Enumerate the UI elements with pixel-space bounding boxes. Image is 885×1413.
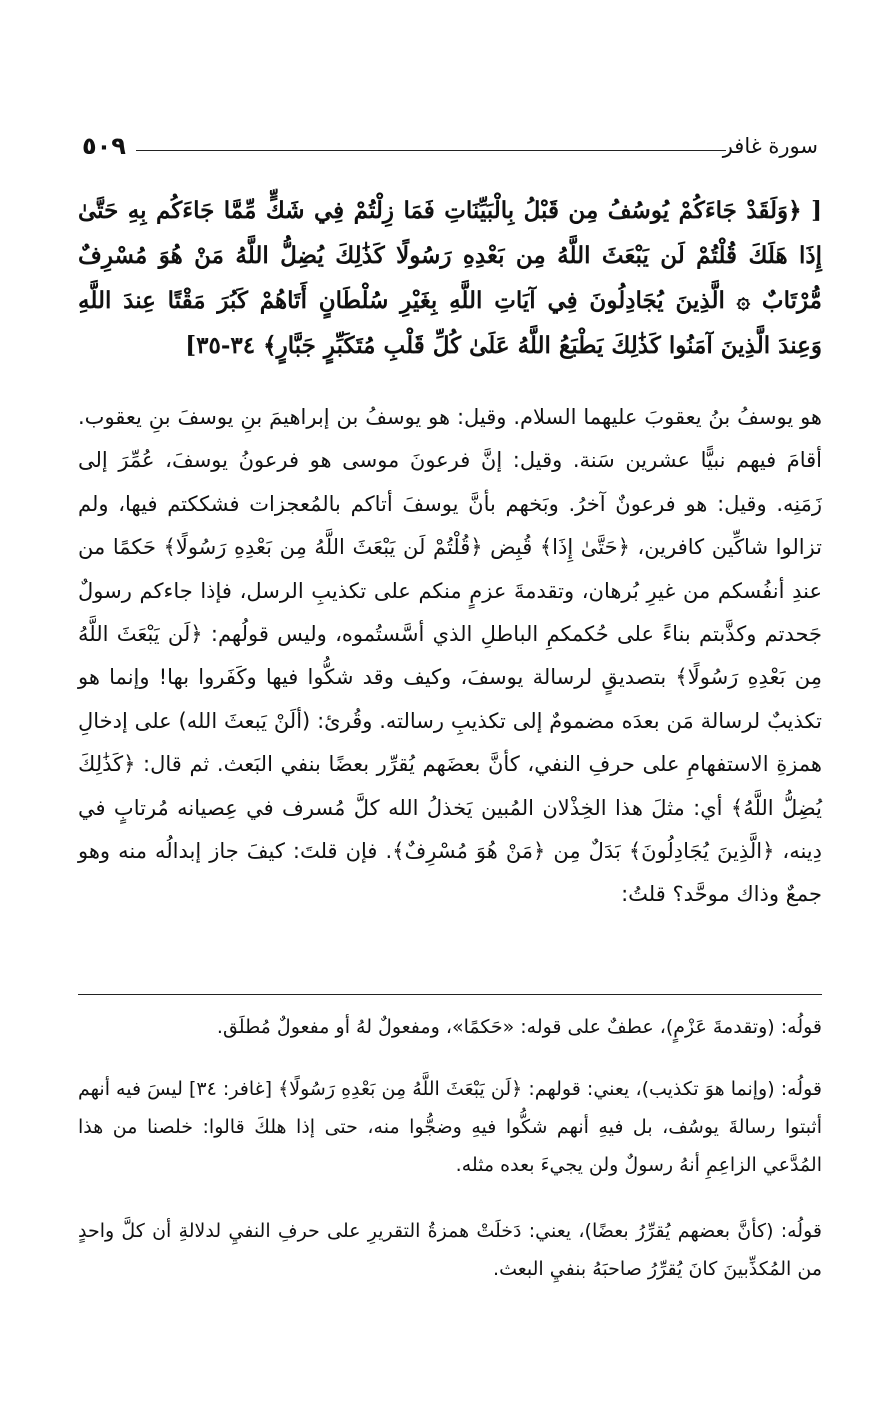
quran-verse-block: [ ﴿وَلَقَدْ جَاءَكُمْ يُوسُفُ مِن قَبْلُ بِالْبَيِّنَاتِ فَمَا زِلْتُمْ فِي شَكٍّ مِّمَّا جَاءَكُم بِهِ حَتَّىٰ إِذَا هَلَكَ قُلْتُمْ لَن يَبْعَثَ اللَّهُ مِن بَعْدِهِ رَسُولًا كَذَٰلِكَ يُضِلُّ اللَّهُ مَنْ هُوَ مُسْرِفٌ مُّرْتَابٌ ۞ الَّذِينَ يُجَادِلُونَ فِي آيَاتِ اللَّهِ بِغَيْرِ سُلْطَانٍ أَتَاهُمْ كَبُرَ مَقْتًا عِندَ اللَّهِ وَعِندَ الَّذِينَ آمَنُوا كَذَٰلِكَ يَطْبَعُ اللَّهُ عَلَىٰ كُلِّ قَلْبِ مُتَكَبِّرٍ جَبَّارٍ﴾ ٣٤-٣٥] — [78, 197, 822, 359]
page-number: ٥٠٩ — [82, 132, 126, 160]
surah-name: سورة غافر — [722, 134, 818, 158]
footnote-divider — [78, 994, 822, 995]
footnote-2: قولُه: (وإنما هوَ تكذيب)، يعني: قولهم: ﴿لَن يَبْعَثَ اللَّهُ مِن بَعْدِهِ رَسُولًا﴾ [غافر: ٣٤] ليسَ فيه أنهم أثبتوا رسالةَ يوسُف، بل فيهِ أنهم شكُّوا فيهِ وضجُّوا منه، حتى إذا هلكَ قالوا: خلصنا من هذا المُدَّعي الزاعِمِ أنهُ رسولٌ ولن يجيءَ بعده مثله. — [78, 1078, 822, 1176]
header-rule — [136, 150, 726, 151]
commentary-paragraph: هو يوسفُ بنُ يعقوبَ عليهما السلام. وقيل: هو يوسفُ بن إبراهيمَ بنِ يوسفَ بنِ يعقوب. أقامَ فيهم نبيًّا عشرين سَنة. وقيل: إنَّ فرعونَ موسى هو فرعونُ يوسفَ، عُمِّرَ إلى زَمَنِه. وقيل: هو فرعونٌ آخرُ. وبَخهم بأنَّ يوسفَ أتاكم بالمُعجزات فشككتم فيها، ولم تزالوا شاكِّين كافرين، ﴿حَتَّىٰ إِذَا﴾ قُبِض ﴿قُلْتُمْ لَن يَبْعَثَ اللَّهُ مِن بَعْدِهِ رَسُولًا﴾ حَكمًا من عندِ أنفُسكم من غيرِ بُرهان، وتقدمةَ عزمٍ منكم على تكذيبِ الرسل، فإذا جاءكم رسولٌ جَحدتم وكذَّبتم بناءً على حُكمكمِ الباطلِ الذي أسَّستُموه، وليس قولُهم: ﴿لَن يَبْعَثَ اللَّهُ مِن بَعْدِهِ رَسُولًا﴾ بتصديقٍ لرسالة يوسفَ، وكيف وقد شكُّوا فيها وكَفَروا بها! وإنما هو تكذيبٌ لرسالة مَن بعدَه مضمومٌ إلى تكذيبِ رسالته. وقُرئ: (ألَنْ يَبعثَ الله) على إدخالِ همزةِ الاستفهامِ على حرفِ النفي، كأنَّ بعضَهم يُقرِّر بعضًا بنفي البَعث. ثم قال: ﴿كَذَٰلِكَ يُضِلُّ اللَّهُ﴾ أي: مثلَ هذا الخِذْلان المُبين يَخذلُ الله كلَّ مُسرف في عِصيانه مُرتابٍ في دِينه، ﴿الَّذِينَ يُجَادِلُونَ﴾ بَدَلٌ مِن ﴿مَنْ هُوَ مُسْرِفٌ﴾. فإن قلتَ: كيفَ جاز إبدالُه منه وهو جمعٌ وذاك موحَّد؟ قلتُ: — [78, 405, 822, 907]
footnote-3: قولُه: (كأنَّ بعضهم يُقرِّرُ بعضًا)، يعني: دَخلَتْ همزةُ التقريرِ على حرفِ النفيِ لدلالةِ أن كلَّ واحدٍ من المُكذِّبينَ كانَ يُقرِّرُ صاحبَهُ بنفيِ البعث. — [78, 1220, 822, 1280]
running-header — [82, 128, 818, 164]
footnote-1: قولُه: (وتقدمةَ عَزْمٍ)، عطفٌ على قوله: «حَكمًا»، ومفعولٌ لهُ أو مفعولٌ مُطلَق. — [216, 1016, 822, 1038]
